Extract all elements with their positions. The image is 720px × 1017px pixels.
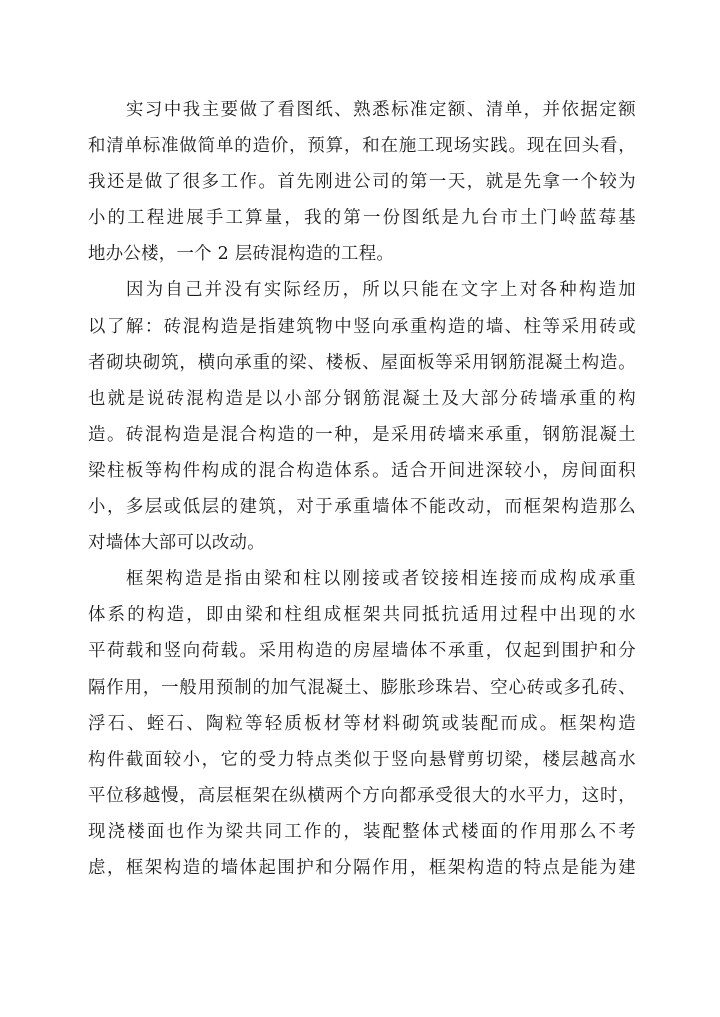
paragraph-3 <box>88 561 636 886</box>
text-line: 现浇楼面也作为梁共同工作的，装配整体式楼面的作用那么不考 <box>88 821 636 842</box>
text-line: 平荷载和竖向荷载。采用构造的房屋墙体不承重，仅起到围护和分 <box>88 641 636 662</box>
text-line: 梁柱板等构件构成的混合构造体系。适合开间进深较小，房间面积 <box>88 460 636 481</box>
text-line: 也就是说砖混构造是以小部分钢筋混凝土及大部分砖墙承重的构 <box>88 388 636 409</box>
text-line: 我还是做了很多工作。首先刚进公司的第一天，就是先拿一个较为 <box>88 172 636 193</box>
text-line: 隔作用，一般用预制的加气混凝土、膨胀珍珠岩、空心砖或多孔砖、 <box>88 677 636 698</box>
text-line: 造。砖混构造是混合构造的一种，是采用砖墙来承重，钢筋混凝土 <box>88 424 636 445</box>
paragraph-2 <box>88 272 636 561</box>
text-line: 对墙体大部可以改动。 <box>88 533 265 554</box>
text-line: 地办公楼，一个 2 层砖混构造的工程。 <box>88 244 395 265</box>
text-line: 和清单标准做简单的造价，预算，和在施工现场实践。现在回头看， <box>88 136 636 157</box>
text-line: 平位移越慢，高层框架在纵横两个方向都承受很大的水平力，这时， <box>88 785 636 806</box>
paragraph-1 <box>88 92 636 272</box>
text-line: 体系的构造，即由梁和柱组成框架共同抵抗适用过程中出现的水 <box>88 605 636 626</box>
text-line: 框架构造是指由梁和柱以刚接或者铰接相连接而成构成承重 <box>126 569 636 590</box>
text-line: 小的工程进展手工算量，我的第一份图纸是九台市土门岭蓝莓基 <box>88 208 636 229</box>
text-line: 浮石、蛭石、陶粒等轻质板材等材料砌筑或装配而成。框架构造 <box>88 713 636 734</box>
body-text <box>88 92 636 886</box>
text-line: 虑，框架构造的墙体起围护和分隔作用，框架构造的特点是能为建 <box>88 857 636 878</box>
text-line: 者砌块砌筑，横向承重的梁、楼板、屋面板等采用钢筋混凝土构造。 <box>88 352 636 373</box>
text-line: 小，多层或低层的建筑，对于承重墙体不能改动，而框架构造那么 <box>88 497 636 518</box>
text-line: 构件截面较小，它的受力特点类似于竖向悬臂剪切梁，楼层越高水 <box>88 749 636 770</box>
text-line: 以了解：砖混构造是指建筑物中竖向承重构造的墙、柱等采用砖或 <box>88 316 636 337</box>
text-line: 因为自己并没有实际经历，所以只能在文字上对各种构造加 <box>126 280 636 301</box>
text-line: 实习中我主要做了看图纸、熟悉标准定额、清单，并依据定额 <box>126 100 636 120</box>
